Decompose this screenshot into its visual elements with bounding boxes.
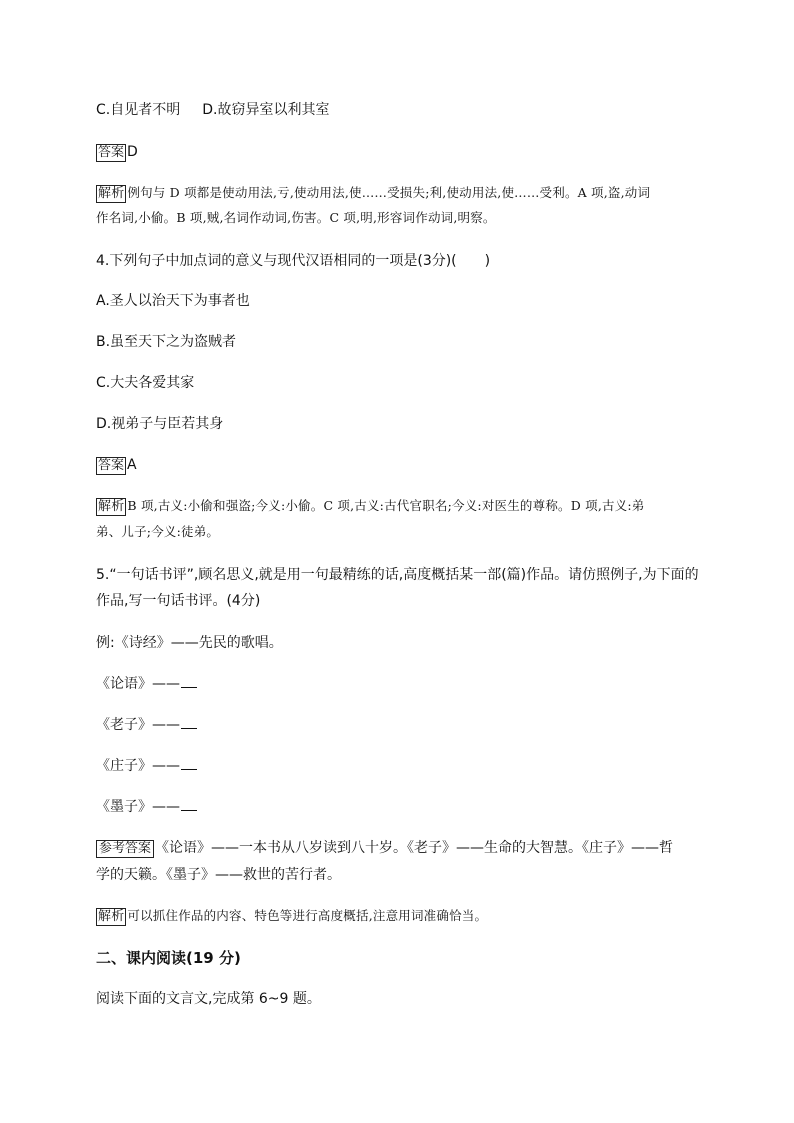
q5-reference-line-1 — [96, 838, 673, 858]
q5-item-label: 《老子》—— — [96, 717, 180, 733]
q4-option-d: D.视弟子与臣若其身 — [96, 416, 224, 432]
q3-answer-tag: 答案 — [98, 145, 125, 160]
q4-option-c: C.大夫各爱其家 — [96, 375, 195, 391]
q5-item-laozi — [96, 715, 197, 735]
q5-analysis-text: 可以抓住作品的内容、特色等进行高度概括,注意用词准确恰当。 — [127, 908, 488, 923]
q4-answer-value: A — [127, 457, 137, 473]
q4-analysis-text-1: B 项,古义:小偷和强盗;今义:小偷。C 项,古义:古代官职名;今义:对医生的尊称。D 项,古义:弟 — [127, 498, 645, 513]
q5-reference-tag: 参考答案 — [96, 840, 154, 858]
q3-option-c: C.自见者不明 — [96, 102, 181, 118]
q3-options-row — [96, 100, 329, 120]
q3-answer-value: D — [127, 144, 138, 160]
q4-option-a: A.圣人以治天下为事者也 — [96, 293, 250, 309]
section-instruction: 阅读下面的文言文,完成第 6~9 题。 — [96, 991, 321, 1007]
answer-blank[interactable] — [181, 757, 197, 770]
q4-answer-row — [96, 455, 137, 475]
q3-analysis-line-1 — [96, 183, 650, 203]
q5-reference-line-2: 学的天籁。《墨子》——救世的苦行者。 — [96, 867, 341, 883]
q5-item-lunyu — [96, 674, 197, 694]
q4-stem: 4.下列句子中加点词的意义与现代汉语相同的一项是(3分)( ) — [96, 253, 491, 269]
q5-analysis-tag: 解析 — [98, 909, 125, 924]
q3-option-d: D.故窃异室以利其室 — [202, 102, 330, 118]
q4-answer-tag: 答案 — [98, 458, 125, 473]
answer-blank[interactable] — [181, 675, 197, 688]
q4-option-b: B.虽至天下之为盗贼者 — [96, 334, 237, 350]
q5-item-label: 《墨子》—— — [96, 799, 180, 815]
q5-analysis-row — [96, 906, 487, 926]
q3-analysis-text-1: 例句与 D 项都是使动用法,亏,使动用法,使……受损失;利,使动用法,使……受利。A 项,盗,动词 — [127, 185, 651, 200]
section-title: 二、课内阅读(19 分) — [96, 949, 241, 967]
q5-stem-line-2: 作品,写一句话书评。(4分) — [96, 593, 261, 609]
q4-analysis-line-2: 弟、儿子;今义:徒弟。 — [96, 524, 220, 539]
answer-blank[interactable] — [181, 798, 197, 811]
q4-analysis-line-1 — [96, 496, 645, 516]
answer-blank[interactable] — [181, 716, 197, 729]
q5-reference-text-1: 《论语》——一本书从八岁读到八十岁。《老子》——生命的大智慧。《庄子》——哲 — [155, 840, 674, 856]
q5-item-label: 《庄子》—— — [96, 758, 180, 774]
q3-answer-row — [96, 142, 138, 162]
q5-stem-line-1: 5.“一句话书评”,顾名思义,就是用一句最精练的话,高度概括某一部(篇)作品。请仿照例子,为下面的 — [96, 567, 699, 583]
q5-item-label: 《论语》—— — [96, 676, 180, 692]
q5-item-mozi — [96, 797, 197, 817]
q3-analysis-line-2: 作名词,小偷。B 项,贼,名词作动词,伤害。C 项,明,形容词作动词,明察。 — [96, 210, 496, 225]
q5-example: 例:《诗经》——先民的歌唱。 — [96, 635, 283, 651]
q5-item-zhuangzi — [96, 756, 197, 776]
q3-analysis-tag: 解析 — [98, 186, 125, 201]
q4-analysis-tag: 解析 — [98, 499, 125, 514]
